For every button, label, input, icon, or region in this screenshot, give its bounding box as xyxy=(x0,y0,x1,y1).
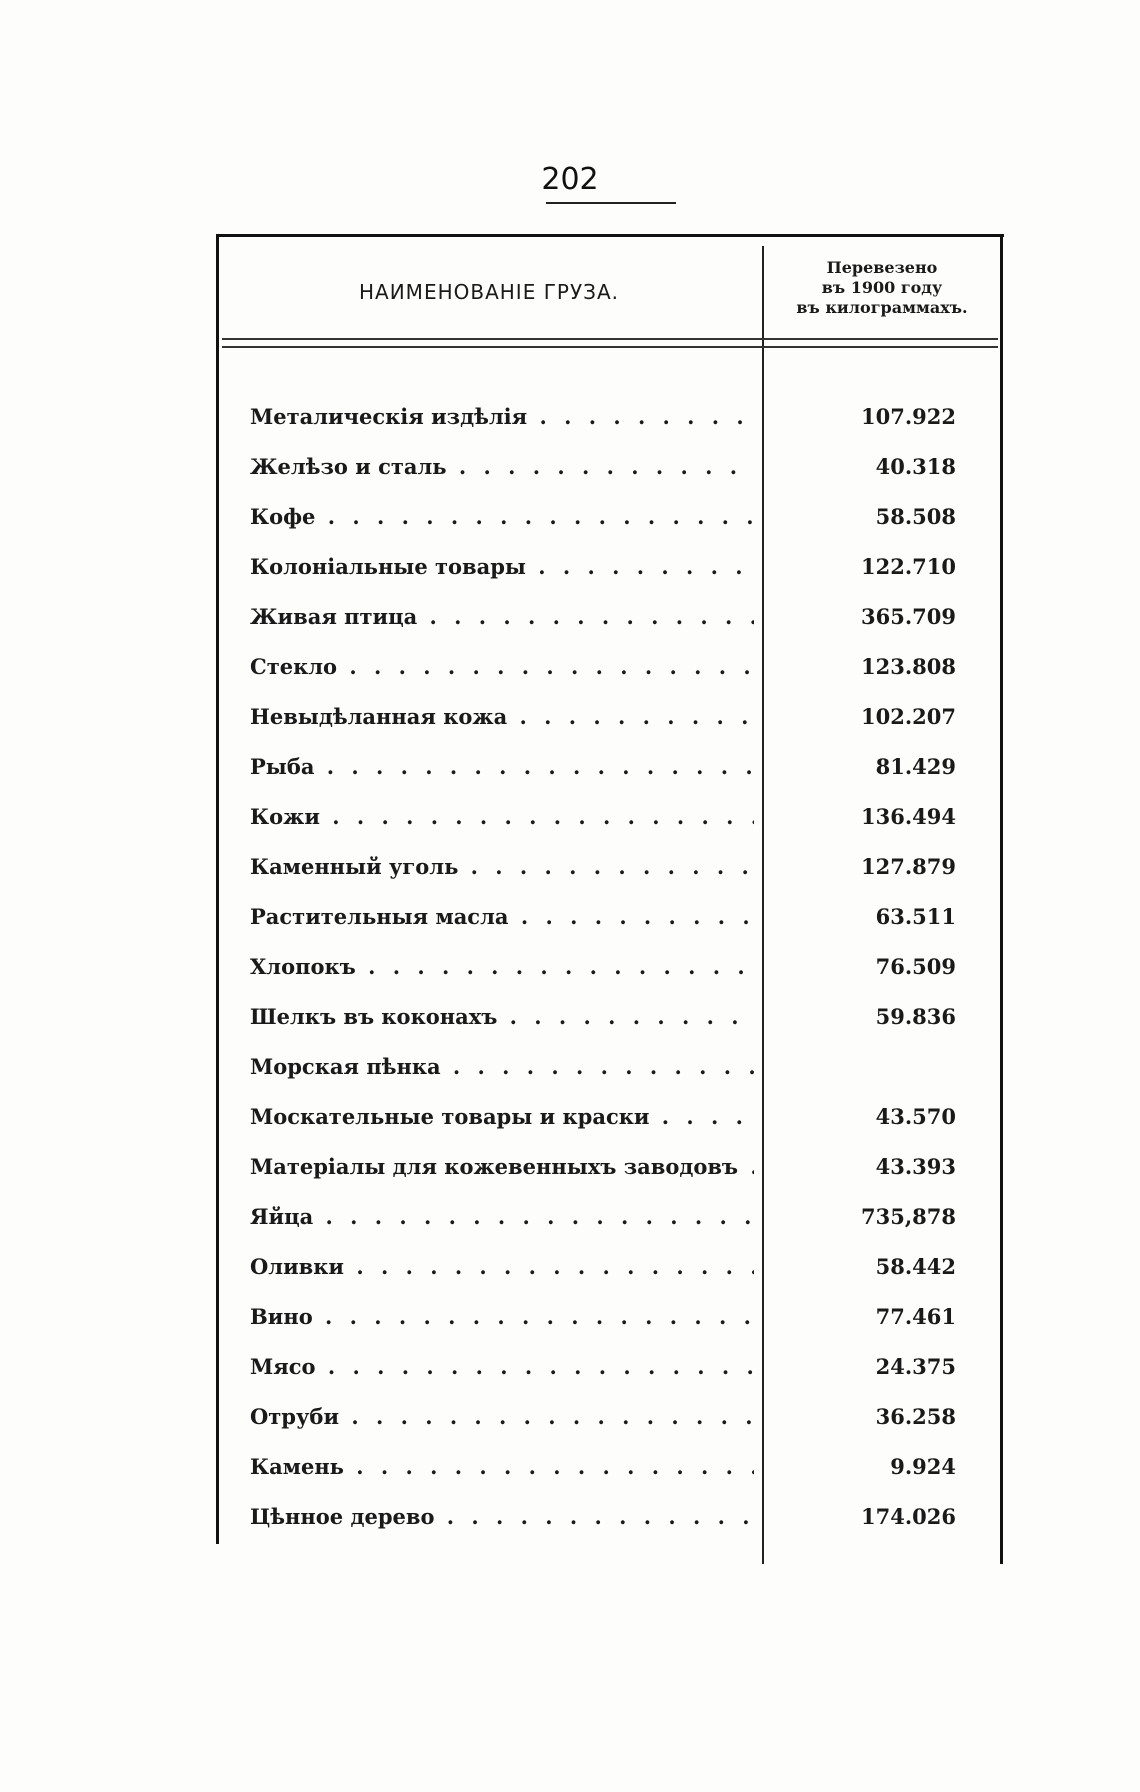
cargo-amount: 107.922 xyxy=(861,404,956,429)
table-body xyxy=(250,402,966,1552)
cargo-name: Рыба . . . xyxy=(250,752,754,782)
cargo-name: Яйца . . . xyxy=(250,1202,754,1232)
header-amount xyxy=(764,258,1000,318)
table-row xyxy=(250,902,966,952)
header-double-rule xyxy=(222,338,998,348)
header-amount-line-1: Перевезено xyxy=(826,258,938,277)
cargo-name: Хлопокъ . . . xyxy=(250,952,754,982)
table-row xyxy=(250,1452,966,1502)
table-row xyxy=(250,802,966,852)
cargo-amount: 123.808 xyxy=(861,654,956,679)
cargo-amount: 136.494 xyxy=(861,804,956,829)
cargo-amount: 43.570 xyxy=(875,1104,956,1129)
cargo-amount: 58.442 xyxy=(875,1254,956,1279)
table-row xyxy=(250,502,966,552)
cargo-amount: 127.879 xyxy=(861,854,956,879)
cargo-amount: 58.508 xyxy=(875,504,956,529)
cargo-amount: 365.709 xyxy=(861,604,956,629)
cargo-amount: 9.924 xyxy=(890,1454,956,1479)
cargo-name: Матеріалы для кожевенныхъ заводовъ . . . xyxy=(250,1152,754,1182)
table-right-border xyxy=(1000,234,1003,1564)
table-row xyxy=(250,702,966,752)
table-row xyxy=(250,752,966,802)
cargo-amount: 174.026 xyxy=(861,1504,956,1529)
cargo-amount: 40.318 xyxy=(875,454,956,479)
header-amount-line-3: въ килограммахъ. xyxy=(796,298,968,317)
cargo-name: Живая птица . . . xyxy=(250,602,754,632)
cargo-name: Цѣнное дерево . . . xyxy=(250,1502,754,1532)
cargo-amount: 76.509 xyxy=(875,954,956,979)
cargo-amount: 81.429 xyxy=(875,754,956,779)
cargo-amount: 735,878 xyxy=(861,1204,956,1229)
cargo-amount: 59.836 xyxy=(875,1004,956,1029)
table-row xyxy=(250,552,966,602)
cargo-name: Шелкъ въ коконахъ . . . xyxy=(250,1002,754,1032)
cargo-amount: 43.393 xyxy=(875,1154,956,1179)
table-left-border xyxy=(216,234,219,1544)
table-row xyxy=(250,1402,966,1452)
header-amount-line-2: въ 1900 году xyxy=(821,278,943,297)
page-number: 202 xyxy=(541,162,599,197)
table-row xyxy=(250,1302,966,1352)
table-row xyxy=(250,952,966,1002)
cargo-name: Металическія издѣлія . . . xyxy=(250,402,754,432)
header-cargo-name: НАИМЕНОВАНІЕ ГРУЗА. xyxy=(359,280,619,304)
cargo-name: Мясо . . . xyxy=(250,1352,754,1382)
cargo-name: Желѣзо и сталь . . . xyxy=(250,452,754,482)
cargo-amount: 122.710 xyxy=(861,554,956,579)
cargo-amount: 24.375 xyxy=(875,1354,956,1379)
cargo-name: Кофе . . . xyxy=(250,502,754,532)
table-row xyxy=(250,1002,966,1052)
cargo-name: Морская пѣнка . . . xyxy=(250,1052,754,1082)
table-row xyxy=(250,1502,966,1552)
table-row xyxy=(250,1252,966,1302)
table-row xyxy=(250,852,966,902)
table-row xyxy=(250,1102,966,1152)
table-top-border xyxy=(216,234,1004,237)
cargo-name: Растительныя масла . . . xyxy=(250,902,754,932)
table-row xyxy=(250,1152,966,1202)
table-row xyxy=(250,1352,966,1402)
table-row xyxy=(250,1052,966,1102)
cargo-name: Камень . . . xyxy=(250,1452,754,1482)
cargo-name: Москательные товары и краски . . . xyxy=(250,1102,754,1132)
table-row xyxy=(250,602,966,652)
page-number-rule xyxy=(546,202,676,204)
cargo-name: Оливки . . . xyxy=(250,1252,754,1282)
cargo-name: Вино . . . xyxy=(250,1302,754,1332)
table-row xyxy=(250,1202,966,1252)
table-row xyxy=(250,652,966,702)
table-row xyxy=(250,402,966,452)
cargo-name: Невыдѣланная кожа . . . xyxy=(250,702,754,732)
cargo-amount: 77.461 xyxy=(875,1304,956,1329)
cargo-name: Кожи . . . xyxy=(250,802,754,832)
cargo-amount: 36.258 xyxy=(875,1404,956,1429)
cargo-amount: 102.207 xyxy=(861,704,956,729)
table-row xyxy=(250,452,966,502)
cargo-name: Стекло . . . xyxy=(250,652,754,682)
cargo-name: Каменный уголь . . . xyxy=(250,852,754,882)
cargo-table xyxy=(216,234,1004,1564)
cargo-name: Колоніальные товары . . . xyxy=(250,552,754,582)
cargo-amount: 63.511 xyxy=(875,904,956,929)
cargo-name: Отруби . . . xyxy=(250,1402,754,1432)
